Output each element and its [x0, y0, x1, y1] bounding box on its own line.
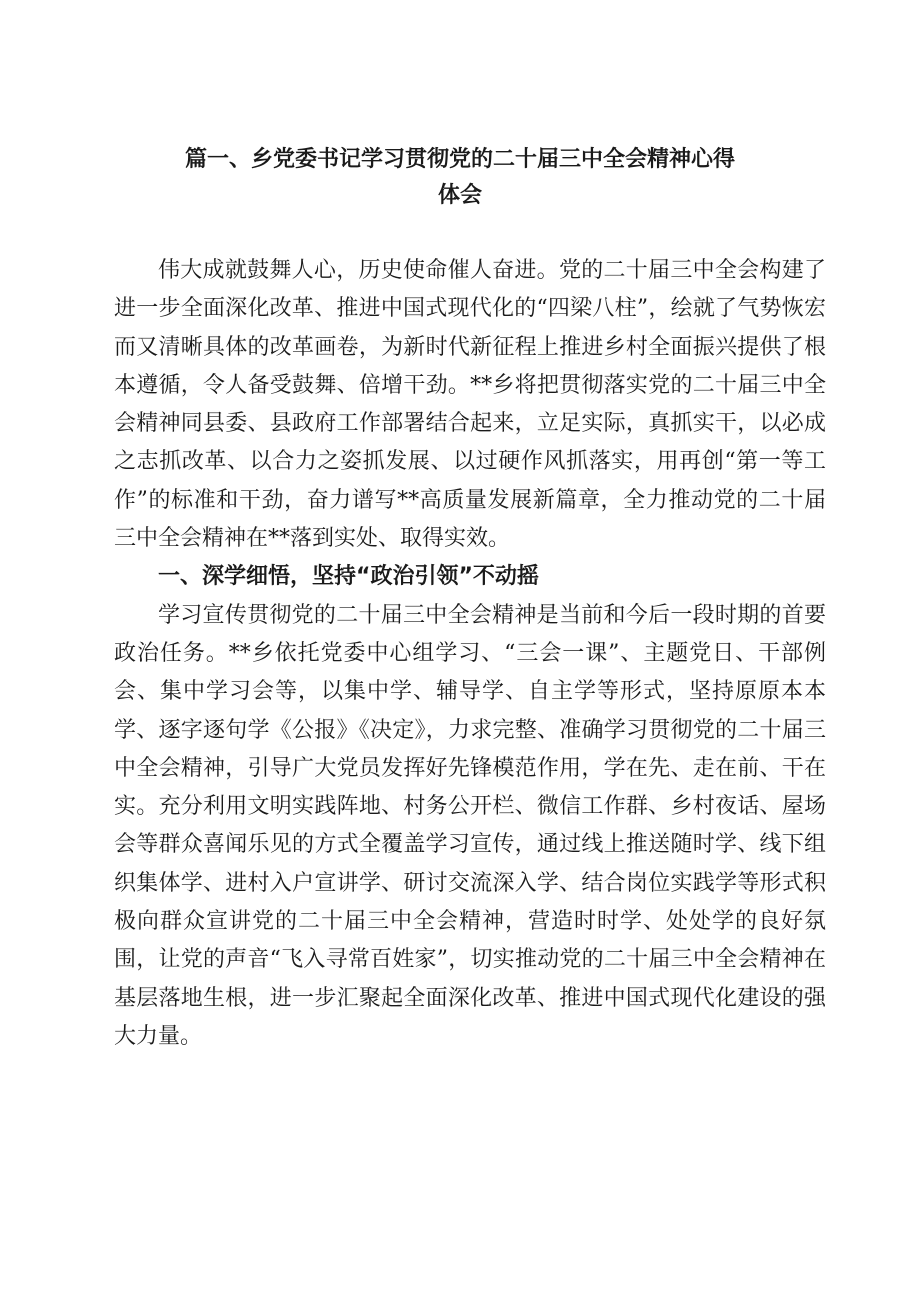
section-1-paragraph: 学习宣传贯彻党的二十届三中全会精神是当前和今后一段时期的首要政治任务。**乡依托党委中心组学习、“三会一课”、主题党日、干部例会、集中学习会等，以集中学、辅导学、自主学等形式，坚持原原本本学、逐字逐句学《公报》《决定》，力求完整、准确学习贯彻党的二十届三中全会精神，引导广大党员发挥好先锋模范作用，学在先、走在前、干在实。充分利用文明实践阵地、村务公开栏、微信工作群、乡村夜话、屋场会等群众喜闻乐见的方式全覆盖学习宣传，通过线上推送随时学、线下组织集体学、进村入户宣讲学、研讨交流深入学、结合岗位实践学等形式积极向群众宣讲党的二十届三中全会精神，营造时时学、处处学的良好氛围，让党的声音“飞入寻常百姓家”，切实推动党的二十届三中全会精神在基层落地生根，进一步汇聚起全面深化改革、推进中国式现代化建设的强大力量。 — [114, 602, 826, 1049]
section-heading-1: 一、深学细悟，坚持“政治引领”不动摇 — [158, 564, 539, 590]
intro-paragraph: 伟大成就鼓舞人心，历史使命催人奋进。党的二十届三中全会构建了进一步全面深化改革、推进中国式现代化的“四梁八柱”，绘就了气势恢宏而又清晰具体的改革画卷，为新时代新征程上推进乡村全面振兴提供了根本遵循，令人备受鼓舞、倍增干劲。**乡将把贯彻落实党的二十届三中全会精神同县委、县政府工作部署结合起来，立足实际，真抓实干，以必成之志抓改革、以合力之姿抓发展、以过硬作风抓落实，用再创“第一等工作”的标准和干劲，奋力谱写**高质量发展新篇章，全力推动党的二十届三中全会精神在**落到实处、取得实效。 — [114, 258, 826, 552]
document-title — [150, 142, 770, 214]
title-line-1: 篇一、乡党委书记学习贯彻党的二十届三中全会精神心得 — [184, 147, 735, 172]
title-line-2: 体会 — [437, 183, 482, 208]
document-body — [114, 252, 826, 1056]
